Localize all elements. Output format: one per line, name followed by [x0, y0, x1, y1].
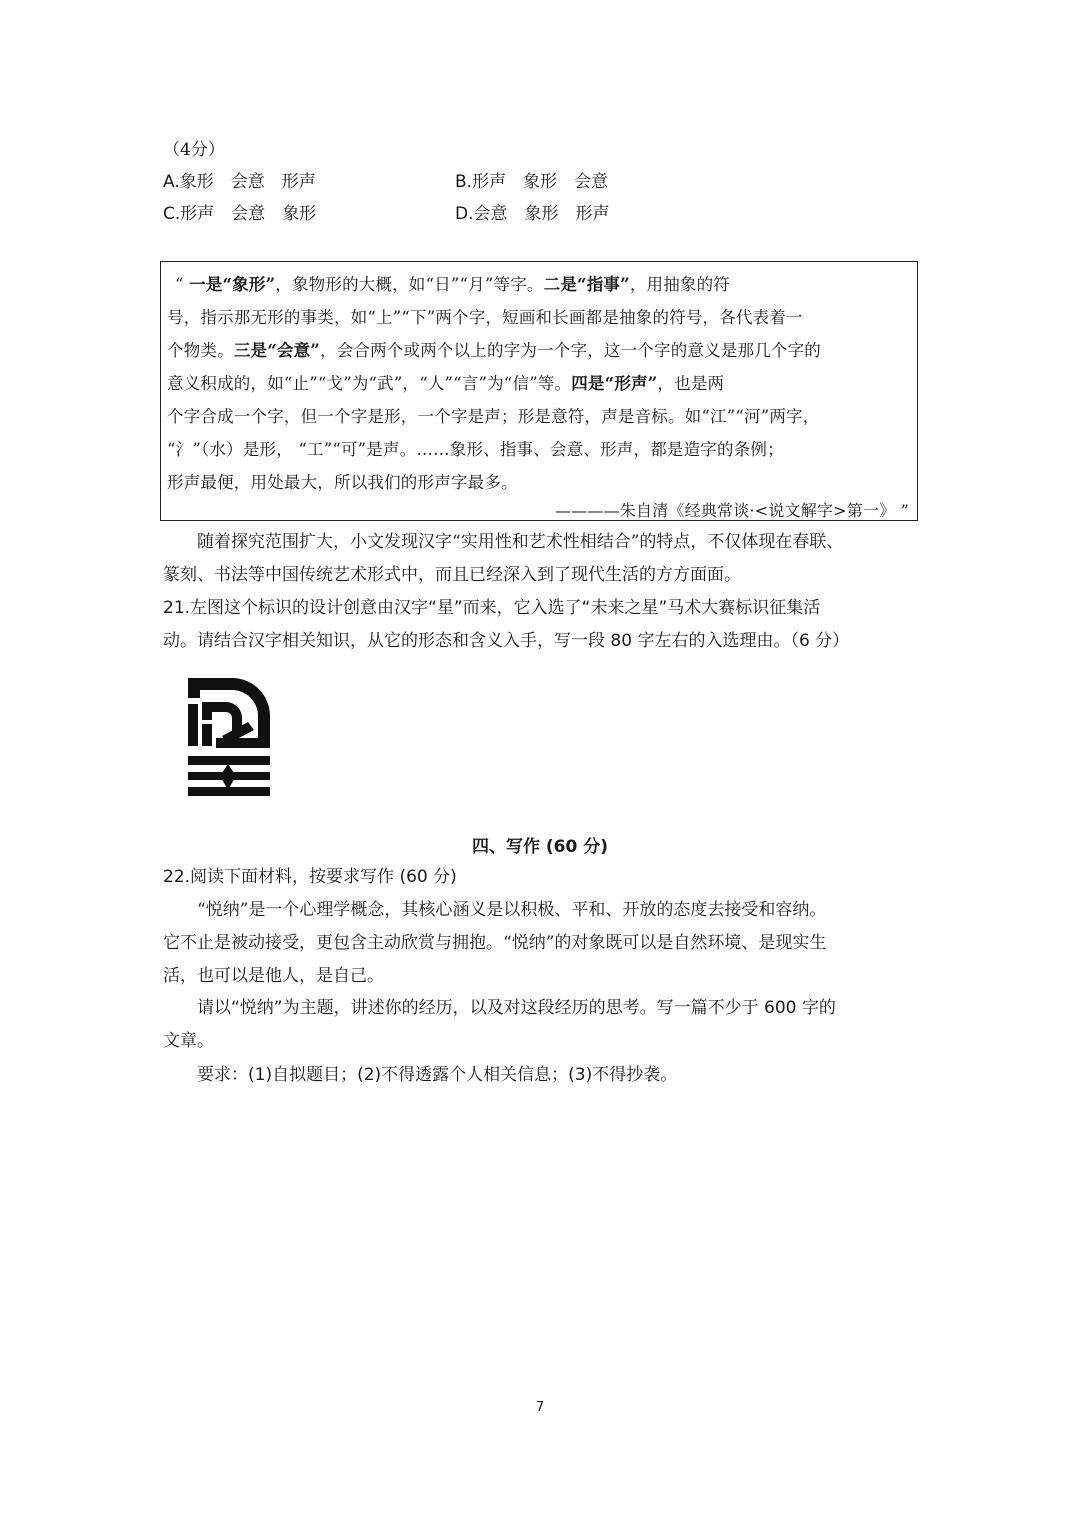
q20-option-a: A.象形 会意 形声 — [163, 172, 316, 192]
q22-para2-line-1: 请以“悦纳”为主题，讲述你的经历，以及对这段经历的思考。写一篇不少于 600 字的 — [197, 998, 836, 1018]
q20-option-b: B.形声 象形 会意 — [455, 172, 609, 192]
q22-para1-line-3: 活，也可以是他人，是自己。 — [163, 966, 384, 986]
q20-score: （4分） — [163, 140, 225, 160]
term-xiangxing: 一是“象形” — [189, 275, 276, 294]
explore-para-line-1: 随着探究范围扩大，小文发现汉字“实用性和艺术性相结合”的特点，不仅体现在春联、 — [197, 532, 844, 552]
quote-text: ，也是两 — [657, 374, 725, 393]
quote-source: ————朱自清《经典常谈·<说文解字>第一》 ” — [555, 501, 909, 520]
quote-text: ，象物形的大概，如“日”“月”等字。 — [275, 275, 544, 294]
term-huiyi: 三是“会意” — [233, 341, 320, 360]
quote-text: 意义积成的，如“止”“戈”为“武”，“人”“言”为“信”等。 — [167, 374, 572, 393]
quote-text: ，会合两个或两个以上的字为一个字，这一个字的意义是那几个字的 — [320, 341, 821, 360]
q22-para1-line-2: 它不止是被动接受，更包含主动欣赏与拥抱。“悦纳”的对象既可以是自然环境、是现实生 — [163, 933, 827, 953]
quote-text: ，用抽象的符 — [629, 275, 731, 294]
quote-line-1 — [175, 268, 730, 301]
quote-line-5: 个字合成一个字，但一个字是形，一个字是声；形是意符，声是音标。如“江”“河”两字， — [167, 407, 820, 426]
q20-option-d: D.会意 象形 形声 — [455, 204, 610, 224]
q21-line-1: 21.左图这个标识的设计创意由汉字“星”而来，它入选了“未来之星”马术大赛标识征集活 — [163, 598, 821, 618]
q22-para1-line-1: “悦纳”是一个心理学概念，其核心涵义是以积极、平和、开放的态度去接受和容纳。 — [197, 900, 827, 920]
q22-requirements: 要求：(1)自拟题目；(2)不得透露个人相关信息；(3)不得抄袭。 — [197, 1065, 678, 1085]
term-zhishi: 二是“指事” — [543, 275, 630, 294]
quote-line-3 — [167, 334, 821, 367]
q20-option-c: C.形声 会意 象形 — [163, 204, 317, 224]
q22-para2-line-2: 文章。 — [163, 1031, 214, 1051]
quote-text: 个物类。 — [167, 341, 234, 360]
term-xingsheng: 四是“形声” — [571, 374, 658, 393]
section-writing-heading: 四、写作 (60 分) — [471, 837, 609, 857]
quote-line-2: 号，指示那无形的事类，如“上”“下”两个字，短画和长画都是抽象的符号，各代表着一 — [167, 308, 803, 327]
q21-line-2: 动。请结合汉字相关知识，从它的形态和含义入手，写一段 80 字左右的入选理由。（6 分） — [163, 631, 850, 651]
star-character-logo-icon — [180, 672, 276, 802]
quote-line-4 — [167, 367, 724, 400]
page-number: 7 — [535, 1400, 545, 1415]
quote-line-6: “氵”（水）是形， “工”“可”是声。……象形、指事、会意、形声，都是造字的条例； — [167, 440, 784, 459]
quote-line-7: 形声最便，用处最大，所以我们的形声字最多。 — [167, 473, 518, 492]
quote-open-mark: “ — [175, 275, 190, 294]
explore-para-line-2: 篆刻、书法等中国传统艺术形式中，而且已经深入到了现代生活的方方面面。 — [163, 565, 741, 585]
q22-title: 22.阅读下面材料，按要求写作 (60 分) — [163, 867, 457, 887]
quote-box — [160, 261, 918, 521]
